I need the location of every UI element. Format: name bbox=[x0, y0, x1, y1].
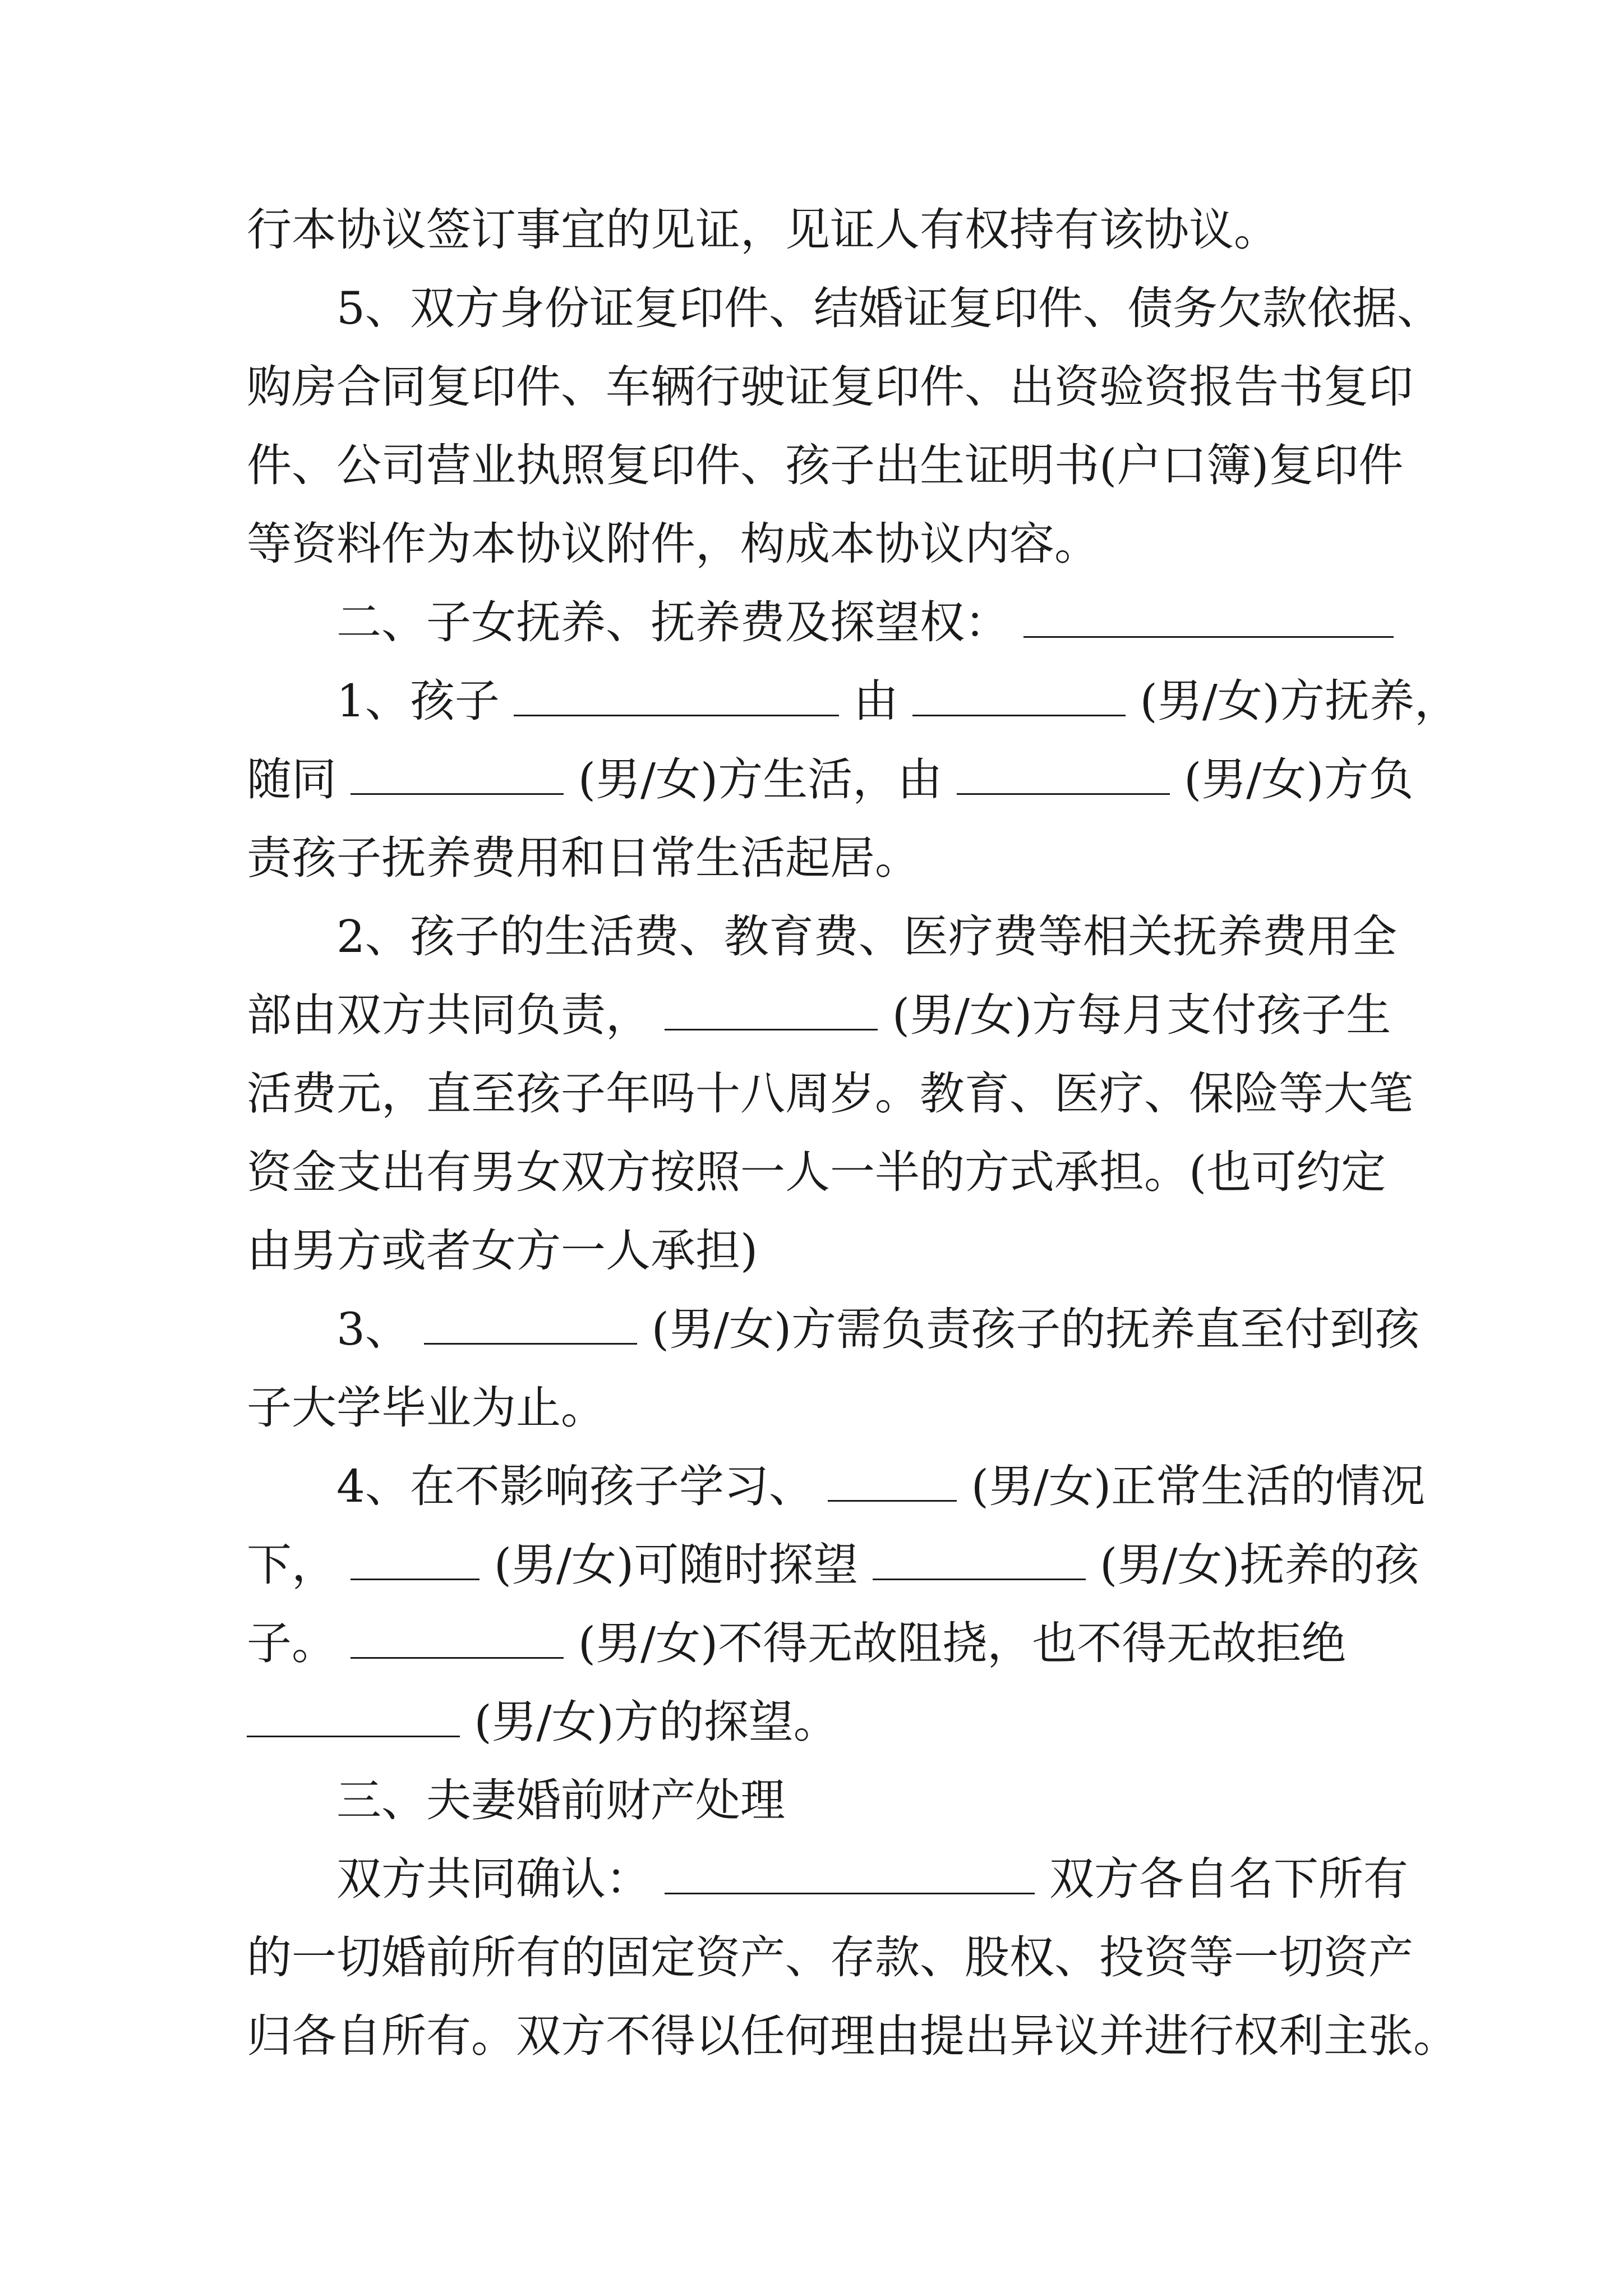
text-line bbox=[336, 1301, 1419, 1358]
fill-blank[interactable] bbox=[912, 674, 1126, 716]
text-line bbox=[336, 1851, 1408, 1907]
fill-blank[interactable] bbox=[957, 753, 1170, 795]
text-line bbox=[247, 1223, 758, 1279]
line-text: (男/女)方生活，由 bbox=[578, 753, 943, 806]
text-line bbox=[247, 1930, 1413, 1986]
fill-blank[interactable] bbox=[424, 1303, 637, 1345]
line-text: 子。 bbox=[247, 1617, 336, 1669]
fill-blank[interactable] bbox=[351, 753, 564, 795]
line-text: 5、双方身份证复印件、结婚证复印件、债务欠款依据、 bbox=[336, 282, 1442, 334]
fill-blank[interactable] bbox=[351, 1538, 479, 1580]
line-text: 由 bbox=[853, 675, 898, 727]
text-line bbox=[247, 1694, 838, 1750]
line-text: (男/女)方负 bbox=[1184, 753, 1414, 806]
line-text: 随同 bbox=[247, 753, 336, 806]
line-text: 子大学毕业为止。 bbox=[247, 1382, 606, 1434]
line-text: 件、公司营业执照复印件、孩子出生证明书(户口簿)复印件 bbox=[247, 439, 1404, 491]
line-text: 二、子女抚养、抚养费及探望权： bbox=[336, 596, 1009, 648]
fill-blank[interactable] bbox=[351, 1617, 564, 1659]
line-text: (男/女)可随时探望 bbox=[494, 1539, 859, 1591]
fill-blank[interactable] bbox=[247, 1695, 460, 1737]
text-line bbox=[336, 1458, 1425, 1515]
text-line bbox=[247, 987, 1391, 1043]
line-text: (男/女)方的探望。 bbox=[474, 1696, 838, 1748]
line-text: (男/女)方需负责孩子的抚养直至付到孩 bbox=[651, 1303, 1420, 1355]
section-heading bbox=[336, 595, 1394, 651]
line-text: 归各自所有。双方不得以任何理由提出异议并进行权利主张。 bbox=[247, 2010, 1458, 2062]
line-text: 三、夫妻婚前财产处理 bbox=[336, 1774, 785, 1826]
line-text: (男/女)方每月支付孩子生 bbox=[892, 989, 1391, 1041]
text-line bbox=[247, 359, 1413, 415]
text-line bbox=[336, 909, 1397, 965]
text-line bbox=[247, 516, 1099, 572]
line-text: 1、孩子 bbox=[336, 675, 500, 727]
text-line bbox=[247, 1380, 606, 1436]
text-line bbox=[247, 438, 1403, 494]
line-text: 4、在不影响孩子学习、 bbox=[336, 1460, 814, 1512]
line-text: 部由双方共同负责， bbox=[247, 989, 651, 1041]
line-text: 双方共同确认： bbox=[336, 1853, 651, 1905]
line-text: (男/女)方抚养， bbox=[1140, 675, 1460, 727]
text-line bbox=[247, 830, 920, 886]
line-text: (男/女)不得无故阻挠，也不得无故拒绝 bbox=[578, 1617, 1347, 1669]
text-line bbox=[247, 1537, 1419, 1593]
line-text: (男/女)正常生活的情况 bbox=[971, 1460, 1426, 1512]
fill-blank[interactable] bbox=[665, 1852, 1035, 1894]
text-line bbox=[247, 1066, 1413, 1122]
line-text: 2、孩子的生活费、教育费、医疗费等相关抚养费用全 bbox=[336, 910, 1397, 963]
text-line bbox=[247, 202, 1279, 258]
fill-blank[interactable] bbox=[828, 1460, 957, 1502]
text-line bbox=[336, 673, 1459, 729]
line-text: 活费元，直至孩子年吗十八周岁。教育、医疗、保险等大笔 bbox=[247, 1068, 1413, 1120]
line-text: 责孩子抚养费用和日常生活起居。 bbox=[247, 832, 920, 884]
section-heading bbox=[336, 1773, 785, 1829]
line-text: 购房合同复印件、车辆行驶证复印件、出资验资报告书复印 bbox=[247, 361, 1413, 413]
line-text: 由男方或者女方一人承担) bbox=[247, 1225, 758, 1277]
text-line bbox=[247, 752, 1414, 808]
line-text: 的一切婚前所有的固定资产、存款、股权、投资等一切资产 bbox=[247, 1931, 1413, 1984]
text-line bbox=[247, 1616, 1346, 1672]
text-line bbox=[247, 1144, 1386, 1200]
line-text: 资金支出有男女双方按照一人一半的方式承担。(也可约定 bbox=[247, 1146, 1386, 1198]
line-text: 下， bbox=[247, 1539, 336, 1591]
line-text: 双方各自名下所有 bbox=[1049, 1853, 1408, 1905]
text-line bbox=[336, 280, 1442, 337]
line-text: 行本协议签订事宜的见证，见证人有权持有该协议。 bbox=[247, 204, 1279, 256]
fill-blank[interactable] bbox=[1023, 596, 1394, 638]
fill-blank[interactable] bbox=[873, 1538, 1086, 1580]
line-text: (男/女)抚养的孩 bbox=[1100, 1539, 1419, 1591]
fill-blank[interactable] bbox=[514, 674, 839, 716]
line-text: 等资料作为本协议附件，构成本协议内容。 bbox=[247, 518, 1099, 570]
line-text: 3、 bbox=[336, 1303, 410, 1355]
fill-blank[interactable] bbox=[665, 988, 878, 1030]
text-line bbox=[247, 2008, 1458, 2064]
